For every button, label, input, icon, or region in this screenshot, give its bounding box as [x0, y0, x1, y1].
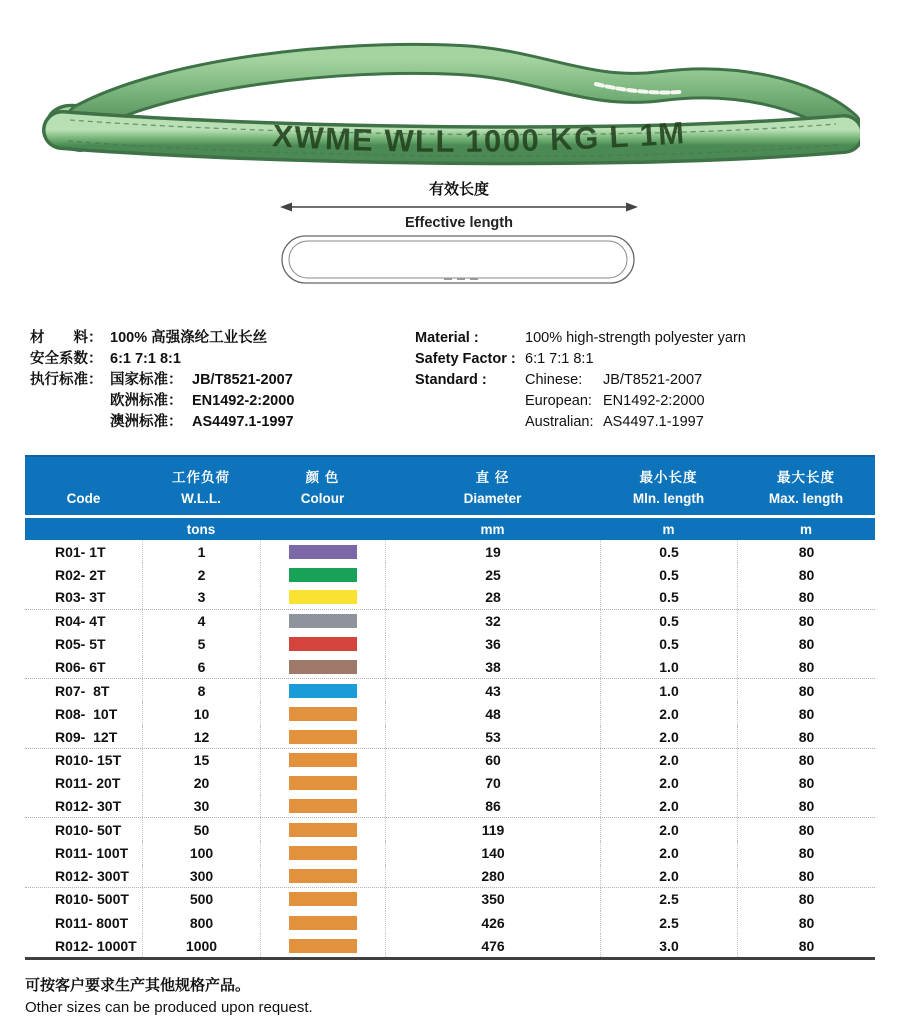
table-row — [25, 679, 875, 702]
cell-max-length: 80 — [737, 911, 875, 934]
safety-value-en: 6:1 7:1 8:1 — [525, 351, 594, 367]
units-row — [25, 518, 875, 540]
standard-sublabel: European: — [525, 393, 592, 409]
colour-swatch-gray — [289, 614, 357, 628]
cell-diameter: 119 — [385, 818, 600, 841]
specs-chinese — [30, 328, 294, 433]
material-value-cn: 100% 高强涤纶工业长丝 — [110, 330, 268, 346]
cell-code: R012- 300T — [55, 867, 129, 884]
footer-note-en: Other sizes can be produced upon request. — [25, 999, 313, 1016]
cell-colour — [260, 749, 385, 772]
colour-swatch-brown — [289, 660, 357, 674]
cell-min-length: 2.0 — [600, 726, 737, 748]
standard-value: AS4497.1-1997 — [603, 414, 704, 430]
standard-row — [110, 391, 294, 412]
table-row — [25, 772, 875, 795]
cell-min-length: 1.0 — [600, 656, 737, 678]
cell-code: R02- 2T — [55, 566, 106, 583]
cell-code: R012- 1000T — [55, 937, 137, 954]
cell-diameter: 32 — [385, 610, 600, 633]
cell-wll: 6 — [142, 656, 260, 678]
cell-diameter: 19 — [385, 540, 600, 563]
spec-standard-cn — [30, 370, 294, 433]
table-row — [25, 540, 875, 563]
safety-label-cn: 安全系数： — [30, 351, 103, 367]
cell-diameter: 426 — [385, 911, 600, 934]
arrowhead-left — [280, 203, 292, 212]
header-code-label: Code — [66, 491, 101, 506]
table-row — [25, 841, 875, 864]
cell-code: R011- 100T — [55, 845, 129, 862]
standard-value: EN1492-2:2000 — [603, 393, 705, 409]
cell-min-length: 1.0 — [600, 679, 737, 702]
cell-wll: 2 — [142, 563, 260, 586]
round-sling-photo — [40, 20, 860, 175]
cell-min-length: 0.5 — [600, 586, 737, 608]
cell-max-length: 80 — [737, 702, 875, 725]
cell-colour — [260, 911, 385, 934]
header-diameter-en: Diameter — [463, 491, 522, 506]
cell-wll: 1000 — [142, 934, 260, 957]
table-row — [25, 888, 875, 911]
cell-min-length: 2.0 — [600, 818, 737, 841]
cell-code: R04- 4T — [55, 613, 106, 630]
cell-code: R07- 8T — [55, 682, 110, 699]
cell-max-length: 80 — [737, 540, 875, 563]
cell-max-length: 80 — [737, 818, 875, 841]
table-row — [25, 610, 875, 633]
diagram-label-en: Effective length — [405, 215, 513, 231]
material-value-en: 100% high-strength polyester yarn — [525, 330, 746, 346]
cell-diameter: 140 — [385, 841, 600, 864]
table-row — [25, 795, 875, 818]
table-row — [25, 865, 875, 888]
header-max-cn: 最大长度 — [777, 470, 835, 485]
cell-wll: 30 — [142, 795, 260, 817]
cell-wll: 50 — [142, 818, 260, 841]
cell-colour — [260, 702, 385, 725]
cell-min-length: 0.5 — [600, 610, 737, 633]
cell-min-length: 0.5 — [600, 633, 737, 656]
standards-list-cn — [110, 370, 294, 433]
arrowhead-right — [626, 203, 638, 212]
standard-sublabel: 国家标准： — [110, 372, 183, 388]
header-min-cn: 最小长度 — [639, 470, 698, 485]
cell-wll: 800 — [142, 911, 260, 934]
colour-swatch-orange — [289, 869, 357, 883]
cell-wll: 5 — [142, 633, 260, 656]
standard-value: EN1492-2:2000 — [192, 393, 295, 409]
cell-max-length: 80 — [737, 772, 875, 795]
colour-swatch-green — [289, 568, 357, 582]
cell-wll: 8 — [142, 679, 260, 702]
cell-colour — [260, 586, 385, 608]
sling-outline-outer — [282, 236, 634, 283]
cell-code: R010- 15T — [55, 752, 122, 769]
cell-max-length: 80 — [737, 749, 875, 772]
table-row — [25, 911, 875, 934]
cell-code: R010- 500T — [55, 891, 129, 908]
standard-label-en: Standard : — [415, 372, 487, 388]
header-diameter-cn: 直 径 — [475, 470, 510, 485]
header-colour-cn: 颜 色 — [305, 470, 340, 485]
cell-wll: 20 — [142, 772, 260, 795]
colour-swatch-orange — [289, 776, 357, 790]
cell-diameter: 53 — [385, 726, 600, 748]
header-min-en: Mln. length — [632, 491, 705, 506]
standard-row — [525, 370, 705, 391]
cell-diameter: 36 — [385, 633, 600, 656]
cell-code: R08- 10T — [55, 705, 118, 722]
table-row — [25, 702, 875, 725]
spec-safety-en — [415, 349, 746, 370]
cell-colour — [260, 795, 385, 817]
standard-value: JB/T8521-2007 — [603, 372, 703, 388]
spec-safety-cn — [30, 349, 294, 370]
standard-value: AS4497.1-1997 — [192, 414, 294, 430]
cell-code: R05- 5T — [55, 636, 106, 653]
header-wll-en: W.L.L. — [181, 491, 221, 506]
cell-max-length: 80 — [737, 563, 875, 586]
cell-wll: 12 — [142, 726, 260, 748]
cell-diameter: 38 — [385, 656, 600, 678]
cell-colour — [260, 679, 385, 702]
cell-max-length: 80 — [737, 726, 875, 748]
round-sling-illustration — [40, 20, 860, 175]
cell-colour — [260, 540, 385, 563]
colour-swatch-orange — [289, 823, 357, 837]
cell-code: R011- 20T — [55, 775, 121, 792]
unit-diameter: mm — [480, 521, 505, 537]
header-min-length — [600, 457, 737, 515]
standard-row — [110, 412, 294, 433]
standard-sublabel: Chinese: — [525, 372, 583, 388]
cell-min-length: 2.0 — [600, 865, 737, 887]
unit-max: m — [799, 521, 812, 537]
spec-material-en — [415, 328, 746, 349]
cell-max-length: 80 — [737, 934, 875, 957]
cell-wll: 1 — [142, 540, 260, 563]
cell-min-length: 0.5 — [600, 540, 737, 563]
unit-colour — [260, 518, 385, 540]
cell-code: R03- 3T — [55, 589, 106, 606]
cell-max-length: 80 — [737, 865, 875, 887]
standard-row — [110, 370, 294, 391]
cell-colour — [260, 841, 385, 864]
cell-max-length: 80 — [737, 841, 875, 864]
table-row — [25, 934, 875, 957]
table-row — [25, 563, 875, 586]
cell-diameter: 43 — [385, 679, 600, 702]
cell-min-length: 2.0 — [600, 702, 737, 725]
cell-diameter: 476 — [385, 934, 600, 957]
cell-diameter: 280 — [385, 865, 600, 887]
header-max-en: Max. length — [768, 491, 844, 506]
header-wll-cn: 工作负荷 — [172, 470, 230, 485]
colour-swatch-purple — [289, 545, 357, 559]
cell-colour — [260, 888, 385, 911]
specs-english — [415, 328, 746, 433]
cell-wll: 10 — [142, 702, 260, 725]
cell-wll: 3 — [142, 586, 260, 608]
cell-min-length: 2.0 — [600, 841, 737, 864]
colour-swatch-orange — [289, 707, 357, 721]
table-header — [25, 455, 875, 515]
table-row — [25, 726, 875, 749]
footer-note-cn: 可按客户要求生产其他规格产品。 — [25, 977, 251, 994]
cell-colour — [260, 865, 385, 887]
header-max-length — [737, 457, 875, 515]
standard-sublabel: 欧洲标准： — [110, 393, 183, 409]
unit-wll: tons — [186, 521, 216, 537]
colour-swatch-red — [289, 637, 357, 651]
header-wll — [142, 457, 260, 515]
standard-sublabel: 澳洲标准： — [110, 414, 183, 430]
cell-colour — [260, 726, 385, 748]
cell-min-length: 2.0 — [600, 795, 737, 817]
colour-swatch-yellow — [289, 590, 357, 604]
cell-colour — [260, 772, 385, 795]
material-label-en: Material : — [415, 330, 479, 346]
table-row — [25, 818, 875, 841]
cell-max-length: 80 — [737, 633, 875, 656]
standards-list-en — [525, 370, 705, 433]
cell-diameter: 350 — [385, 888, 600, 911]
cell-code: R012- 30T — [55, 798, 122, 815]
cell-max-length: 80 — [737, 795, 875, 817]
cell-colour — [260, 818, 385, 841]
table-row — [25, 749, 875, 772]
table-row — [25, 633, 875, 656]
effective-length-drawing — [276, 178, 642, 288]
cell-diameter: 70 — [385, 772, 600, 795]
colour-swatch-orange — [289, 730, 357, 744]
cell-wll: 500 — [142, 888, 260, 911]
cell-code: R011- 800T — [55, 914, 129, 931]
header-colour — [260, 457, 385, 515]
colour-swatch-blue — [289, 684, 357, 698]
spec-material-cn — [30, 328, 294, 349]
unit-min: m — [662, 521, 675, 537]
cell-wll: 100 — [142, 841, 260, 864]
cell-min-length: 0.5 — [600, 563, 737, 586]
header-diameter — [385, 457, 600, 515]
unit-code — [25, 518, 142, 540]
spec-table — [25, 455, 875, 960]
safety-value-cn: 6:1 7:1 8:1 — [110, 351, 181, 367]
cell-min-length: 2.5 — [600, 911, 737, 934]
cell-code: R09- 12T — [55, 728, 118, 745]
header-code — [25, 457, 142, 515]
colour-swatch-orange — [289, 916, 357, 930]
cell-max-length: 80 — [737, 610, 875, 633]
table-row — [25, 656, 875, 679]
colour-swatch-orange — [289, 892, 357, 906]
header-colour-en: Colour — [300, 491, 345, 506]
sling-outline-inner — [289, 241, 627, 278]
cell-min-length: 2.0 — [600, 772, 737, 795]
table-body — [25, 540, 875, 960]
safety-label-en: Safety Factor : — [415, 351, 516, 367]
diagram-label-cn: 有效长度 — [428, 181, 490, 198]
footer-note — [25, 975, 313, 1019]
cell-code: R01- 1T — [55, 543, 106, 560]
cell-code: R06- 6T — [55, 659, 106, 676]
cell-max-length: 80 — [737, 888, 875, 911]
standard-label-cn: 执行标准： — [30, 372, 103, 388]
cell-diameter: 48 — [385, 702, 600, 725]
colour-swatch-orange — [289, 939, 357, 953]
cell-wll: 4 — [142, 610, 260, 633]
colour-swatch-orange — [289, 799, 357, 813]
standard-value: JB/T8521-2007 — [192, 372, 293, 388]
cell-diameter: 60 — [385, 749, 600, 772]
cell-colour — [260, 934, 385, 957]
cell-max-length: 80 — [737, 679, 875, 702]
colour-swatch-orange — [289, 846, 357, 860]
standard-sublabel: Australian: — [525, 414, 594, 430]
standard-row — [525, 412, 705, 433]
table-row — [25, 586, 875, 609]
standard-row — [525, 391, 705, 412]
effective-length-diagram — [276, 178, 642, 288]
cell-max-length: 80 — [737, 586, 875, 608]
cell-diameter: 25 — [385, 563, 600, 586]
cell-max-length: 80 — [737, 656, 875, 678]
spec-standard-en — [415, 370, 746, 433]
cell-code: R010- 50T — [55, 821, 122, 838]
cell-min-length: 2.5 — [600, 888, 737, 911]
cell-colour — [260, 656, 385, 678]
cell-wll: 300 — [142, 865, 260, 887]
colour-swatch-orange — [289, 753, 357, 767]
cell-min-length: 3.0 — [600, 934, 737, 957]
cell-colour — [260, 563, 385, 586]
cell-colour — [260, 633, 385, 656]
sling-stencil-text: XWME WLL 1000 KG L 1M — [271, 115, 687, 159]
cell-wll: 15 — [142, 749, 260, 772]
cell-min-length: 2.0 — [600, 749, 737, 772]
cell-diameter: 86 — [385, 795, 600, 817]
material-label-cn: 材 料： — [30, 330, 103, 346]
cell-diameter: 28 — [385, 586, 600, 608]
cell-colour — [260, 610, 385, 633]
